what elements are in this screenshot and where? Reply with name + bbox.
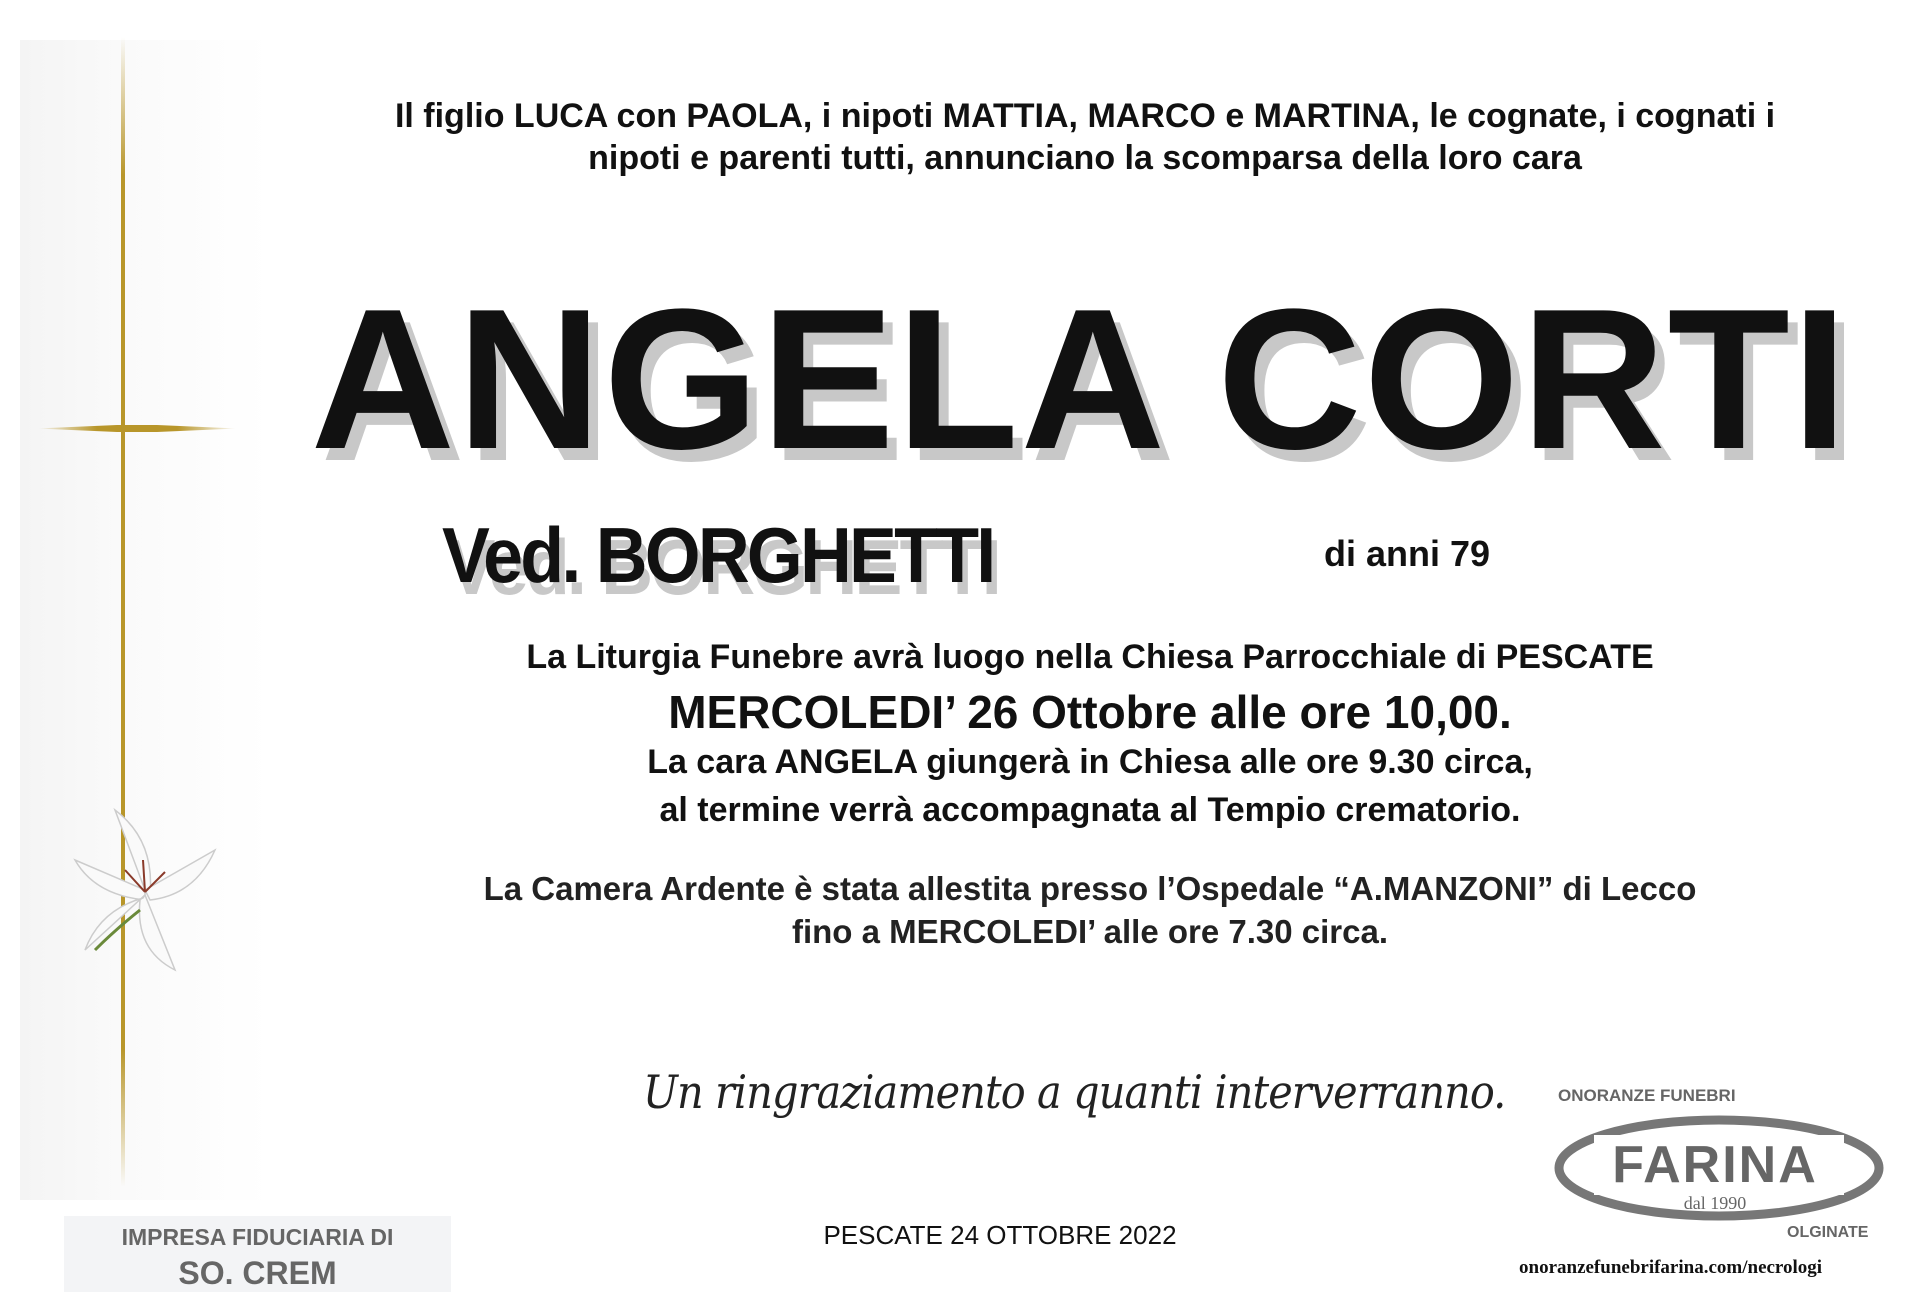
chapel-line-2: fino a MERCOLEDI’ alle ore 7.30 circa. <box>791 913 1389 950</box>
impresa-label: IMPRESA FIDUCIARIA DI <box>121 1224 394 1250</box>
impresa-box <box>64 1216 451 1292</box>
cross-icon <box>121 37 125 1187</box>
age: di anni 79 <box>1324 533 1491 574</box>
logo-town: OLGINATE <box>1787 1224 1869 1241</box>
liturgy-line-1: La Liturgia Funebre avrà luogo nella Chiesa Parrocchiale di PESCATE <box>526 638 1654 676</box>
intro-line-1: Il figlio LUCA con PAOLA, i nipoti MATTIA, MARCO e MARTINA, le cognate, i cognati i <box>394 97 1776 135</box>
lily-flower-icon <box>55 800 235 980</box>
farina-logo <box>1519 1080 1900 1300</box>
logo-url-link[interactable]: onoranzefunebrifarina.com/necrologi <box>1519 1257 1823 1278</box>
liturgy-line-3: La cara ANGELA giungerà in Chiesa alle ore 9.30 circa, <box>647 743 1533 781</box>
logo-top-text: ONORANZE FUNEBRI <box>1558 1086 1736 1105</box>
logo-since: dal 1990 <box>1683 1193 1747 1213</box>
chapel-line-1: La Camera Ardente è stata allestita presso l’Ospedale “A.MANZONI” di Lecco <box>483 870 1697 907</box>
thanks-message: Un ringraziamento a quanti interverranno. <box>643 1065 1506 1119</box>
liturgy-line-2: MERCOLEDI’ 26 Ottobre alle ore 10,00. <box>668 686 1512 738</box>
married-name: Ved. BORGHETTI <box>442 511 994 599</box>
side-shadow-panel <box>20 40 270 1200</box>
deceased-name: ANGELA CORTI <box>310 268 1850 491</box>
intro-line-2: nipoti e parenti tutti, annunciano la scomparsa della loro cara <box>588 139 1582 177</box>
impresa-name: SO. CREM <box>178 1255 337 1291</box>
place-date: PESCATE 24 OTTOBRE 2022 <box>823 1220 1177 1250</box>
logo-brand: FARINA <box>1612 1136 1818 1194</box>
liturgy-line-4: al termine verrà accompagnata al Tempio crematorio. <box>659 791 1521 829</box>
